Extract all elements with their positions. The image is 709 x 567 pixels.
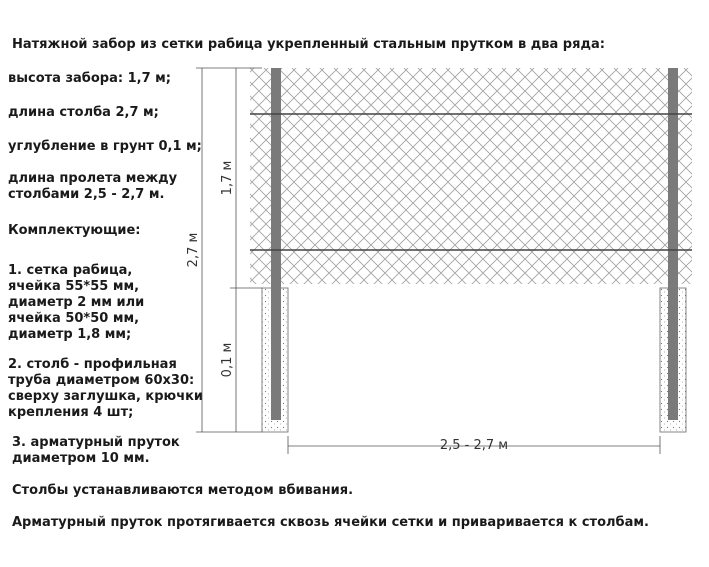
label-ground: 0,1 м [220, 342, 235, 378]
spec-span-line1: длина пролета между [8, 171, 178, 186]
label-fence: 1,7 м [220, 160, 235, 196]
component-2-line1: 2. столб - профильная [8, 357, 177, 372]
component-2-line4: крепления 4 шт; [8, 405, 134, 420]
label-total: 2,7 м [186, 232, 201, 268]
chain-link-mesh [250, 68, 692, 284]
component-1-line4: ячейка 50*50 мм, [8, 311, 140, 326]
page-title: Натяжной забор из сетки рабица укрепленный стальным прутком в два ряда: [12, 37, 605, 52]
component-2-line2: труба диаметром 60х30: [8, 373, 195, 388]
component-3-line2: диаметром 10 мм. [12, 451, 150, 466]
note-install: Столбы устанавливаются методом вбивания. [12, 483, 354, 498]
components-heading: Комплектующие: [8, 223, 141, 238]
component-3-line1: 3. арматурный пруток [12, 435, 180, 450]
spec-depth: углубление в грунт 0,1 м; [8, 139, 202, 154]
component-2-line3: сверху заглушка, крючки [8, 389, 204, 404]
label-span: 2,5 - 2,7 м [439, 438, 509, 453]
component-1-line1: 1. сетка рабица, [8, 263, 133, 278]
right-post [668, 68, 678, 420]
spec-span-line2: столбами 2,5 - 2,7 м. [8, 187, 165, 202]
component-1-line5: диаметр 1,8 мм; [8, 327, 132, 342]
left-post [271, 68, 281, 420]
note-rebar: Арматурный пруток протягивается сквозь ячейки сетки и приваривается к столбам. [12, 515, 649, 530]
component-1-line2: ячейка 55*55 мм, [8, 279, 140, 294]
spec-height: высота забора: 1,7 м; [8, 71, 171, 86]
component-1-line3: диаметр 2 мм или [8, 295, 145, 310]
spec-post-length: длина столба 2,7 м; [8, 105, 159, 120]
